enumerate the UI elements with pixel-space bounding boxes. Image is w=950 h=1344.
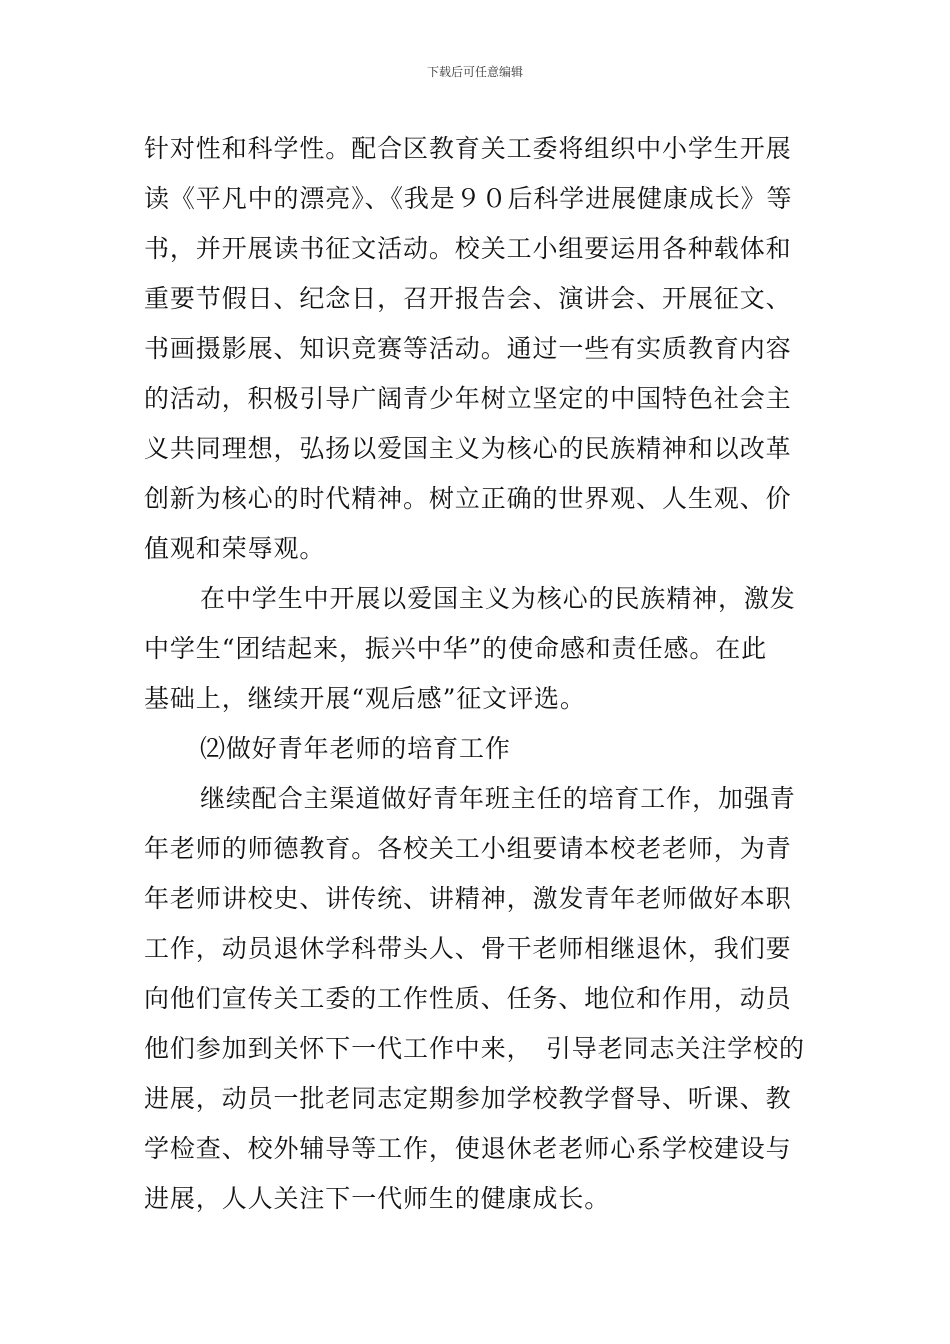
text-line: 继续配合主渠道做好青年班主任的培育工作，加强青 [200, 784, 796, 813]
text-line: 的活动，积极引导广阔青少年树立坚定的中国特色社会主 [144, 384, 792, 413]
text-line: 创新为核心的时代精神。树立正确的世界观、人生观、价 [144, 484, 792, 513]
text-line: 年老师讲校史、讲传统、讲精神，激发青年老师做好本职 [144, 884, 792, 913]
page-header: 下载后可任意编辑 [426, 65, 523, 79]
text-line: 书，并开展读书征文活动。校关工小组要运用各种载体和 [144, 234, 792, 263]
text-line: 年老师的师德教育。各校关工小组要请本校老老师，为青 [144, 834, 792, 863]
text-line: 在中学生中开展以爱国主义为核心的民族精神，激发 [200, 584, 796, 613]
text-line: 书画摄影展、知识竞赛等活动。通过一些有实质教育内容 [144, 334, 792, 363]
text-line: 读《平凡中的漂亮》、《我是９０后科学进展健康成长》等 [144, 184, 793, 213]
document-body [144, 124, 810, 1224]
text-line: 针对性和科学性。配合区教育关工委将组织中小学生开展 [144, 134, 792, 163]
text-line: 中学生“团结起来，振兴中华”的使命感和责任感。在此 [144, 634, 768, 663]
text-line: ⑵做好青年老师的培育工作 [200, 734, 511, 763]
text-line: 值观和荣辱观。 [144, 534, 326, 563]
text-line: 工作，动员退休学科带头人、骨干老师相继退休，我们要 [144, 934, 792, 963]
text-line: 学检查、校外辅导等工作，使退休老老师心系学校建设与 [144, 1134, 792, 1163]
text-line: 重要节假日、纪念日，召开报告会、演讲会、开展征文、 [144, 284, 792, 313]
text-line: 义共同理想，弘扬以爱国主义为核心的民族精神和以改革 [144, 434, 792, 463]
text-line: 基础上，继续开展“观后感”征文评选。 [144, 684, 586, 713]
text-line: 进展，人人关注下一代师生的健康成长。 [144, 1184, 611, 1213]
text-line: 他们参加到关怀下一代工作中来， 引导老同志关注学校的 [144, 1034, 805, 1063]
text-line: 进展，动员一批老同志定期参加学校教学督导、听课、教 [144, 1084, 792, 1113]
text-line: 向他们宣传关工委的工作性质、任务、地位和作用，动员 [144, 984, 792, 1013]
